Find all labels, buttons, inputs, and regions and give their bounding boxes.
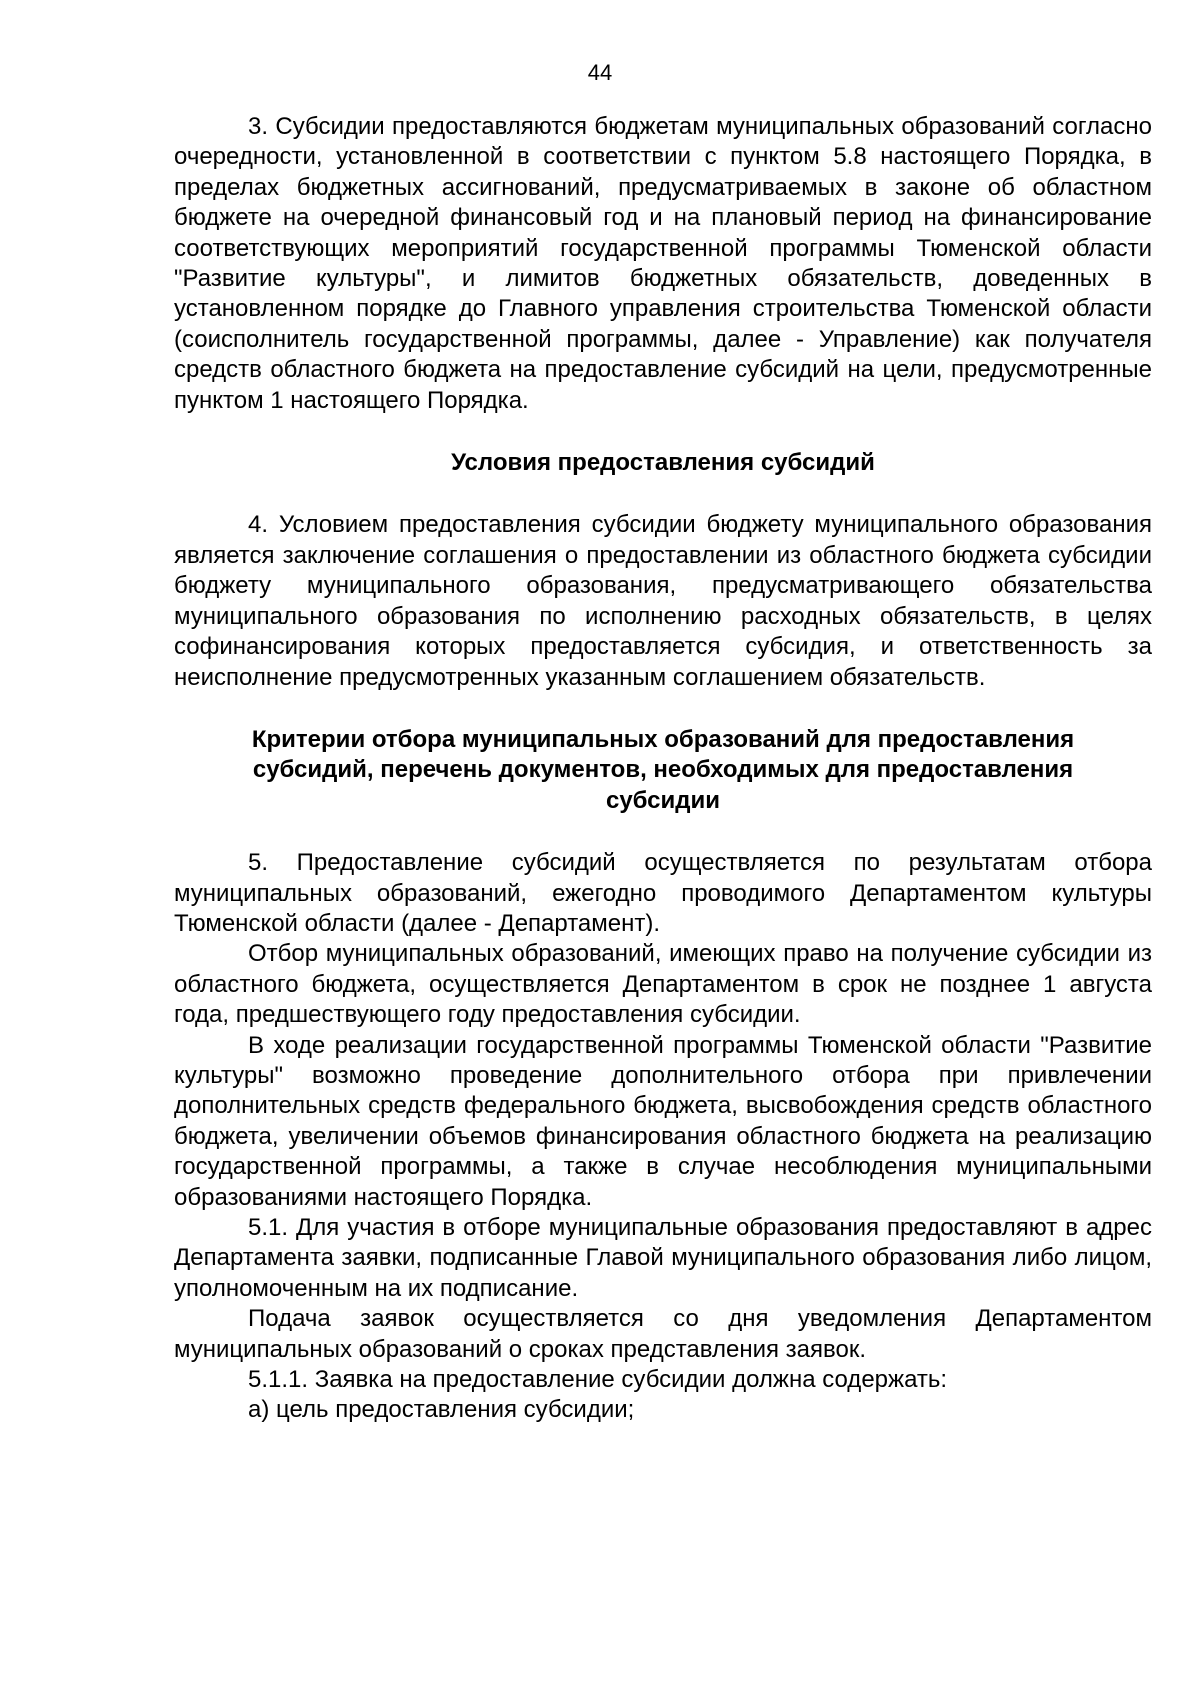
document-body <box>174 112 1152 1426</box>
section-heading-criteria <box>174 725 1152 816</box>
heading-criteria-line-3: субсидии <box>605 786 721 814</box>
paragraph-selection-deadline: Отбор муниципальных образований, имеющих право на получение субсидии из областного бюджета, осуществляется Департаментом в срок не позднее 1 августа года, предшествующего году предоставления субсидии. <box>174 940 1152 1029</box>
paragraph-additional-selection: В ходе реализации государственной программы Тюменской области "Развитие культуры" возможно проведение дополнительного отбора при привлечении дополнительных средств федерального бюджета, высвобождения средств областного бюджета, увеличении объемов финансирования областного бюджета на реализацию государственной программы, а также в случае несоблюдения муниципальными образованиями настоящего Порядка. <box>174 1031 1152 1211</box>
heading-criteria-line-2: субсидий, перечень документов, необходимых для предоставления <box>252 756 1074 784</box>
paragraph-3: 3. Субсидии предоставляются бюджетам муниципальных образований согласно очередности, установленной в соответствии с пунктом 5.8 настоящего Порядка, в пределах бюджетных ассигнований, предусматриваемых в законе об областном бюджете на очередной финансовый год и на плановый период на финансирование соответствующих мероприятий государственной программы Тюменской области "Развитие культуры", и лимитов бюджетных обязательств, доведенных в установленном порядке до Главного управления строительства Тюменской области (соисполнитель государственной программы, далее - Управление) как получателя средств областного бюджета на предоставление субсидий на цели, предусмотренные пунктом 1 настоящего Порядка. <box>174 113 1152 414</box>
paragraph-5-1-1: 5.1.1. Заявка на предоставление субсидии должна содержать: <box>248 1366 948 1394</box>
paragraph-5-1: 5.1. Для участия в отборе муниципальные образования предоставляют в адрес Департамента заявки, подписанные Главой муниципального образования либо лицом, уполномоченным на их подписание. <box>174 1214 1152 1302</box>
paragraph-4: 4. Условием предоставления субсидии бюджету муниципального образования является заключение соглашения о предоставлении из областного бюджета субсидии бюджету муниципального образования, предусматривающего обязательства муниципального образования по исполнению расходных обязательств, в целях софинансирования которых предоставляется субсидия, и ответственность за неисполнение предусмотренных указанным соглашением обязательств. <box>174 511 1152 691</box>
paragraph-application-submission: Подача заявок осуществляется со дня уведомления Департаментом муниципальных образований о сроках представления заявок. <box>174 1305 1152 1363</box>
heading-criteria-line-1: Критерии отбора муниципальных образований для предоставления <box>251 725 1075 753</box>
page-number: 44 <box>587 60 613 85</box>
paragraph-item-a: а) цель предоставления субсидии; <box>248 1396 635 1424</box>
section-heading-conditions: Условия предоставления субсидий <box>451 449 875 477</box>
paragraph-5: 5. Предоставление субсидий осуществляется по результатам отбора муниципальных образований, ежегодно проводимого Департаментом культуры Тюменской области (далее - Департамент). <box>174 849 1152 937</box>
